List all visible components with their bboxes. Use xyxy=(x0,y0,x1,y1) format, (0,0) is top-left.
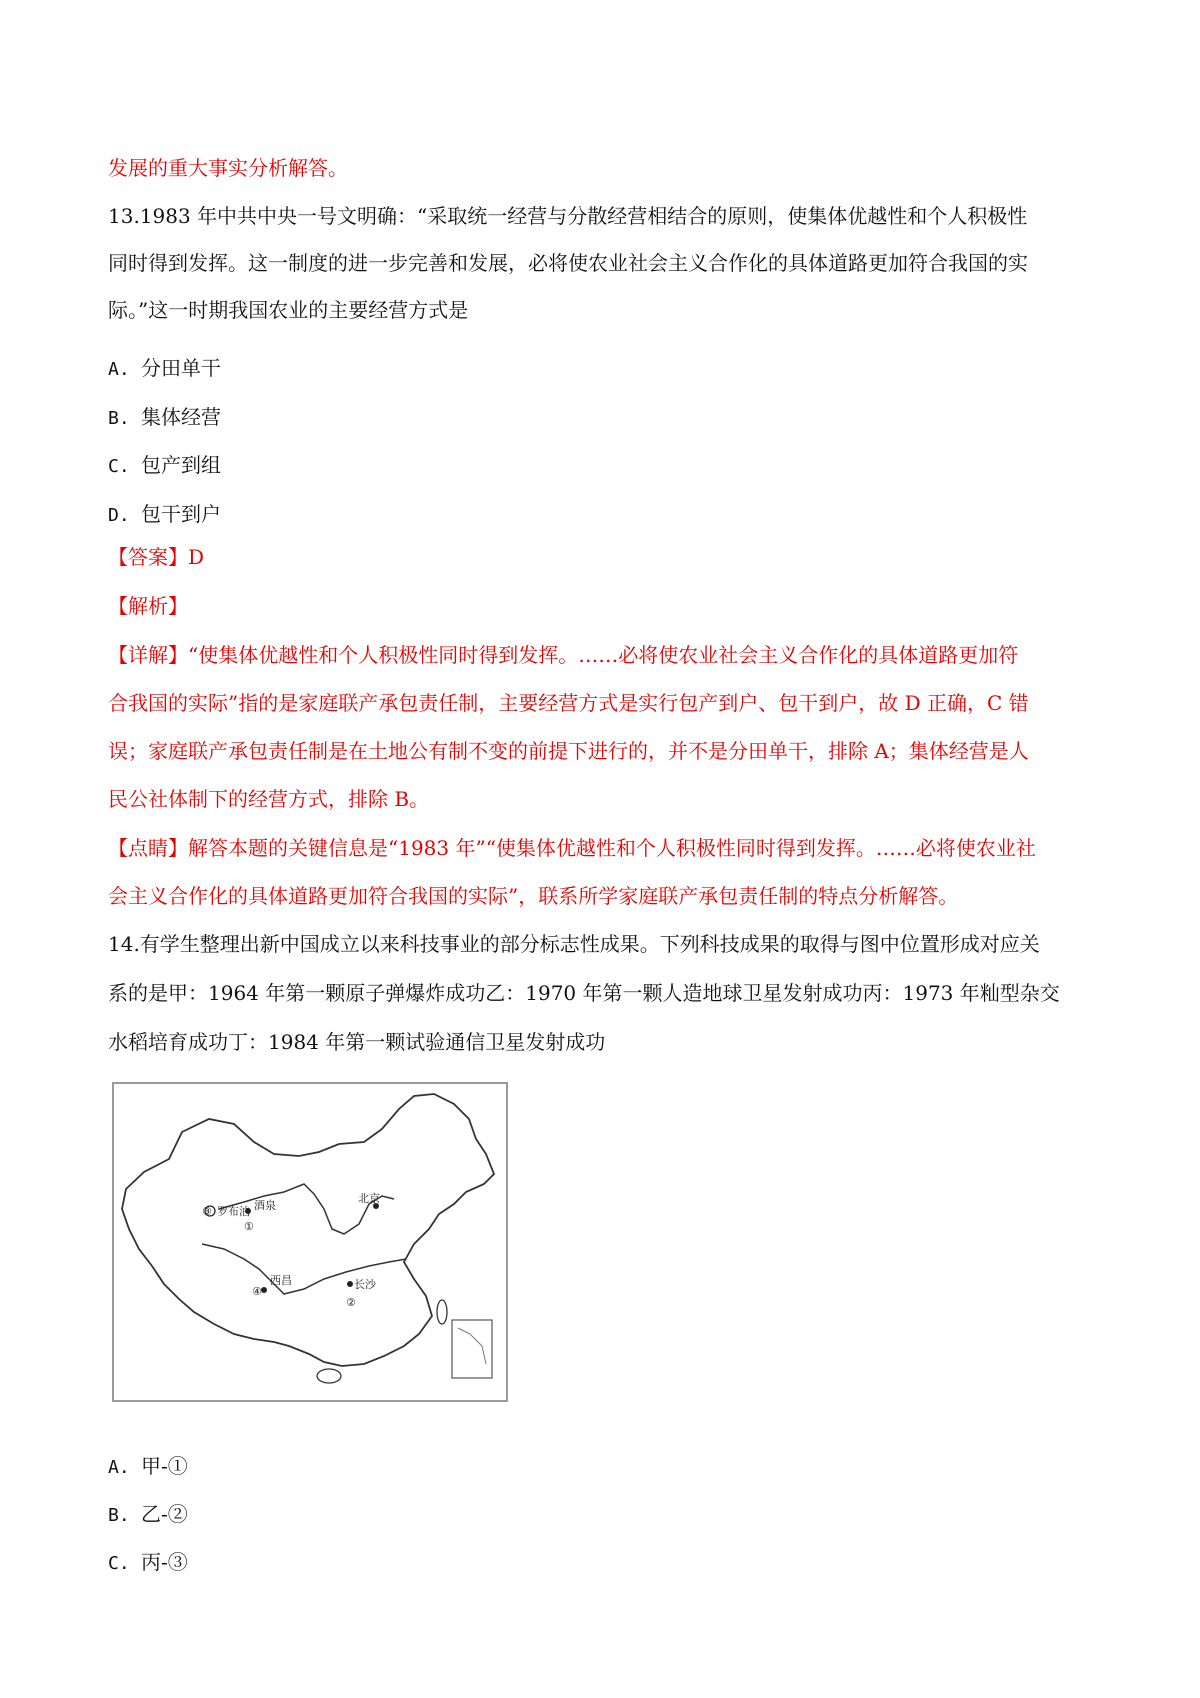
q13-option-d xyxy=(108,498,221,527)
map-label-jiuquan: 酒泉 xyxy=(254,1199,276,1212)
inset-coastline xyxy=(458,1328,486,1364)
map-label-lop-nur: 罗布泊 xyxy=(217,1205,250,1218)
q13-option-c xyxy=(108,449,221,478)
option-text: 甲-① xyxy=(141,1454,188,1478)
option-letter: D. xyxy=(108,505,130,526)
text-line: 13.1983 年中共中央一号文明确：“采取统一经营与分散经营相结合的原则，使集体优越性和个人积极性 xyxy=(108,204,1028,228)
text-line: 水稻培育成功丁：1984 年第一颗试验通信卫星发射成功 xyxy=(108,1030,606,1054)
map-label-1: ① xyxy=(244,1220,254,1233)
analysis-heading: 【解析】 xyxy=(108,594,188,618)
country-border xyxy=(122,1094,494,1366)
china-map-figure xyxy=(112,1082,508,1402)
option-letter: C. xyxy=(108,1553,130,1574)
hainan-island xyxy=(317,1369,341,1383)
option-text: 包产到组 xyxy=(141,453,221,477)
option-letter: B. xyxy=(108,408,130,429)
option-text: 包干到户 xyxy=(141,502,221,526)
map-label-2: ② xyxy=(346,1296,356,1309)
text-line: 误；家庭联产承包责任制是在土地公有制不变的前提下进行的，并不是分田单干，排除 A；集体经营是人 xyxy=(108,739,1029,763)
option-letter: C. xyxy=(108,456,130,477)
option-letter: A. xyxy=(108,359,130,380)
text-line: 系的是甲：1964 年第一颗原子弹爆炸成功乙：1970 年第一颗人造地球卫星发射成功丙：1973 年籼型杂交 xyxy=(108,981,1060,1005)
map-label-beijing: 北京 xyxy=(358,1192,380,1205)
text-line: 发展的重大事实分析解答。 xyxy=(108,156,348,180)
map-label-xichang: 西昌 xyxy=(270,1274,292,1287)
marker-xichang-dot xyxy=(261,1287,267,1293)
option-letter: B. xyxy=(108,1505,130,1526)
text-line: 际。”这一时期我国农业的主要经营方式是 xyxy=(108,298,469,322)
q14-option-c xyxy=(108,1546,188,1575)
text-line: 【详解】“使集体优越性和个人积极性同时得到发挥。……必将使农业社会主义合作化的具体道路更加符 xyxy=(108,643,1019,667)
option-text: 分田单干 xyxy=(141,356,221,380)
q13-option-a xyxy=(108,352,221,381)
option-text: 乙-② xyxy=(141,1502,188,1526)
text-line: 【点睛】解答本题的关键信息是“1983 年”“使集体优越性和个人积极性同时得到发挥。……必将使农业社 xyxy=(108,836,1036,860)
q13-option-b xyxy=(108,401,221,430)
q14-option-a xyxy=(108,1450,188,1479)
text-line: 14.有学生整理出新中国成立以来科技事业的部分标志性成果。下列科技成果的取得与图中位置形成对应关 xyxy=(108,932,1040,956)
map-label-3: ③ xyxy=(202,1205,212,1218)
answer-line: 【答案】D xyxy=(108,545,205,569)
south-china-sea-inset xyxy=(452,1320,492,1378)
option-letter: A. xyxy=(108,1457,130,1478)
text-line: 会主义合作化的具体道路更加符合我国的实际”，联系所学家庭联产承包责任制的特点分析解答。 xyxy=(108,884,959,908)
map-label-4: ④ xyxy=(252,1285,262,1298)
option-text: 集体经营 xyxy=(141,405,221,429)
text-line: 同时得到发挥。这一制度的进一步完善和发展，必将使农业社会主义合作化的具体道路更加符合我国的实 xyxy=(108,251,1028,275)
china-map-outline xyxy=(114,1084,506,1400)
marker-changsha-dot xyxy=(347,1281,353,1287)
text-line: 合我国的实际”指的是家庭联产承包责任制，主要经营方式是实行包产到户、包干到户，故 D 正确，C 错 xyxy=(108,691,1029,715)
taiwan-island xyxy=(437,1300,447,1324)
q14-option-b xyxy=(108,1498,188,1527)
text-line: 民公社体制下的经营方式，排除 B。 xyxy=(108,787,430,811)
prev-explanation-tail xyxy=(108,158,1098,178)
map-label-changsha: 长沙 xyxy=(354,1278,376,1291)
option-text: 丙-③ xyxy=(141,1550,188,1574)
